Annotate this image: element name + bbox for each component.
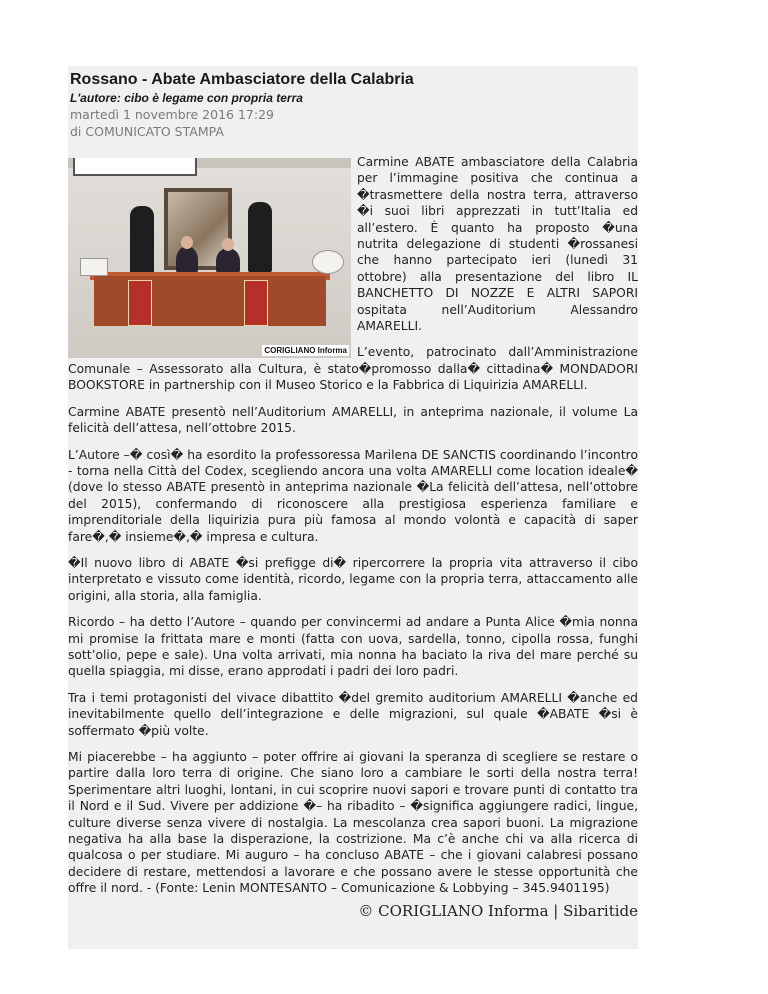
photo-speaker-right-head [222,238,234,251]
article-photo [68,158,351,358]
paragraph-7: Tra i temi protagonisti del vivace dibattito �del gremito auditorium AMARELLI �anche ed inevitabilmente quello dell’integrazione e delle migrazioni, sul quale �ABATE �si è soffermato �più volte. [68,690,638,738]
paragraph-6: Ricordo – ha detto l’Autore – quando per convincermi ad andare a Punta Alice �mia nonna mi promise la frittata mare e monti (fatta con uova, sardella, tonno, cipolla rossa, funghi sott’olio, pepe e sale). Una volta arrivati, mia nonna ha baciato la riva del mare perché su quella spiaggia, mi disse, erano approdati i padri dei loro padri. [68,615,638,679]
photo-side-object-right [312,250,344,274]
article-subtitle: L'autore: cibo è legame con propria terra [70,91,303,105]
article-page [68,66,638,949]
article-body [68,152,638,907]
article-header [68,66,638,140]
footer-credit: © CORIGLIANO Informa | Sibaritide [358,902,638,920]
photo-side-object-left [80,258,108,276]
article-byline: di COMUNICATO STAMPA [70,124,224,139]
paragraph-2: L’evento, patrocinato dall’Amministrazione Comunale – Assessorato alla Cultura, è stato�promosso dalla� cittadina� MONDADORI BOOKSTORE in partnership con il Museo Storico e la Fabbrica di Liquirizia AMARELLI. [68,345,638,393]
paragraph-3: Carmine ABATE presentò nell’Auditorium AMARELLI, in anteprima nazionale, il volume La felicità dell’attesa, nell’ottobre 2015. [68,404,638,436]
photo-banner-right [244,280,268,326]
photo-speaker-right [216,248,240,274]
photo-statue-left [130,206,154,276]
photo-screen [73,158,197,176]
paragraph-4: L’Autore –� così� ha esordito la professoressa Marilena DE SANCTIS coordinando l’incontro - torna nella Città del Codex, scegliendo ancora una volta AMARELLI come location ideale� (dove lo stesso ABATE presentò in anteprima nazionale �La felicità dell’attesa, nell’ottobre del 2015), confermando di riconoscere alla prestigiosa esperienza familiare e imprenditoriale della liquirizia pura più famosa al mondo volontà e capacità di saper fare�,� insieme�,� impresa e cultura. [68,447,638,544]
paragraph-5: �Il nuovo libro di ABATE �si prefigge di� ripercorrere la propria vita attraverso il cibo interpretato e vissuto come identità, ricordo, legame con la propria terra, attaccamento alle origini, alla storia, alla famiglia. [68,555,638,603]
photo-watermark: CORIGLIANO Informa [264,346,347,355]
paragraph-1: Carmine ABATE ambasciatore della Calabria per l’immagine positiva che continua a �trasmettere della nostra terra, attraverso �i suoi libri apprezzati in tutt’Italia ed all’estero. È quanto ha proposto �una nutrita delegazione di studenti �rossanesi che hanno partecipato ieri (lunedì 31 ottobre) alla presentazione del libro IL BANCHETTO DI NOZZE E ALTRI SAPORI ospitata nell’Auditorium Alessandro AMARELLI. [357,155,638,334]
photo-statue-right [248,202,272,272]
photo-speaker-left [176,246,198,274]
article-title: Rossano - Abate Ambasciatore della Calabria [70,71,414,88]
photo-speaker-left-head [181,236,193,249]
paragraph-8: Mi piacerebbe – ha aggiunto – poter offrire ai giovani la speranza di scegliere se restare o partire dalla loro terra di origine. Che siano loro a cambiare le sorti della nostra terra! Sperimentare altri luoghi, lontani, in cui scoprire nuovi sapori e trovare punti di contatto tra il Nord e il Sud. Vivere per addizione �– ha ribadito – �significa aggiungere radici, lingue, culture diverse senza vivere di nostalgia. La mescolanza crea sapori buoni. La migrazione negativa ha alla base la disperazione, la costrizione. Ma c’è anche chi va alla ricerca di qualcosa o per studiare. Mi auguro – ha concluso ABATE – che i giovani calabresi possano decidere di restare, mettendosi a lavorare e che possano avere le stesse opportunità che offre il nord. - (Fonte: Lenin MONTESANTO – Comunicazione & Lobbying – 345.9401195) [68,750,638,896]
photo-banner-left [128,280,152,326]
article-date: martedì 1 novembre 2016 17:29 [70,107,274,122]
